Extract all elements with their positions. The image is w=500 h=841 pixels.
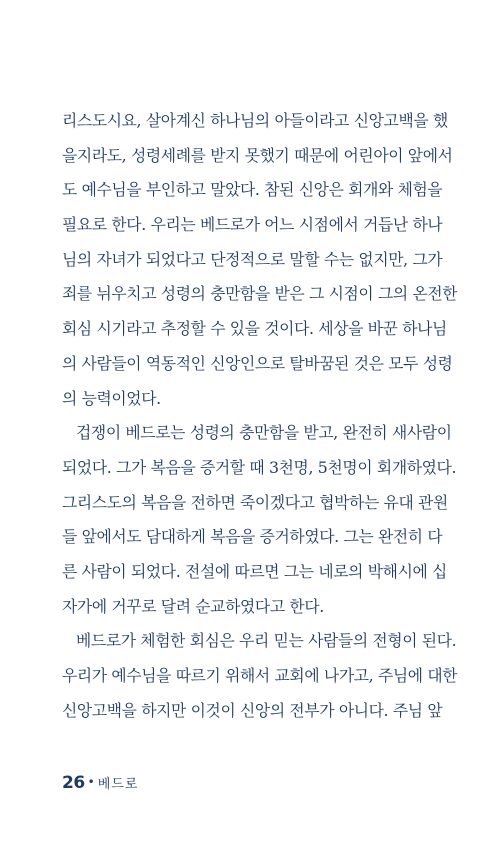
- text-line: 되었다. 그가 복음을 증거할 때 3천명, 5천명이 회개하였다.: [62, 457, 457, 477]
- paragraph-first-line: 겁쟁이 베드로는 성령의 충만함을 받고, 완전히 새사람이: [76, 423, 452, 443]
- text-line: 의 능력이었다.: [62, 388, 161, 408]
- bullet-separator: •: [87, 775, 95, 789]
- text-line: 들 앞에서도 담대하게 복음을 증거하였다. 그는 완전히 다: [62, 527, 443, 547]
- text-line: 회심 시기라고 추정할 수 있을 것이다. 세상을 바꾼 하나님: [62, 319, 447, 339]
- text-line: 리스도시요, 살아계신 하나님의 아들이라고 신앙고백을 했: [62, 111, 448, 130]
- text-line: 자가에 거꾸로 달려 순교하였다고 한다.: [62, 596, 324, 616]
- text-line: 죄를 뉘우치고 성령의 충만함을 받은 그 시점이 그의 온전한: [62, 284, 458, 304]
- text-line: 의 사람들이 역동적인 신앙인으로 탈바꿈된 것은 모두 성령: [62, 353, 453, 373]
- page-footer: [62, 771, 138, 795]
- running-title: 베드로: [97, 777, 139, 792]
- text-line: 필요로 한다. 우리는 베드로가 어느 시점에서 거듭난 하나: [62, 215, 443, 235]
- text-line: 그리스도의 복음을 전하면 죽이겠다고 협박하는 유대 관원: [62, 492, 448, 512]
- paragraph-first-line: 베드로가 체험한 회심은 우리 믿는 사람들의 전형이 된다.: [76, 631, 457, 651]
- body-text: [62, 104, 458, 728]
- page-number: 26: [62, 773, 85, 793]
- text-line: 신앙고백을 하지만 이것이 신앙의 전부가 아니다. 주님 앞: [62, 700, 443, 720]
- text-line: 을지라도, 성령세례를 받지 못했기 때문에 어린아이 앞에서: [62, 145, 453, 165]
- text-line: 우리가 예수님을 따르기 위해서 교회에 나가고, 주님에 대한: [62, 666, 458, 685]
- text-line: 른 사람이 되었다. 전설에 따르면 그는 네로의 박해시에 십: [62, 561, 447, 581]
- text-line: 님의 자녀가 되었다고 단정적으로 말할 수는 없지만, 그가: [62, 249, 443, 269]
- text-line: 도 예수님을 부인하고 말았다. 참된 신앙은 회개와 체험을: [62, 180, 443, 200]
